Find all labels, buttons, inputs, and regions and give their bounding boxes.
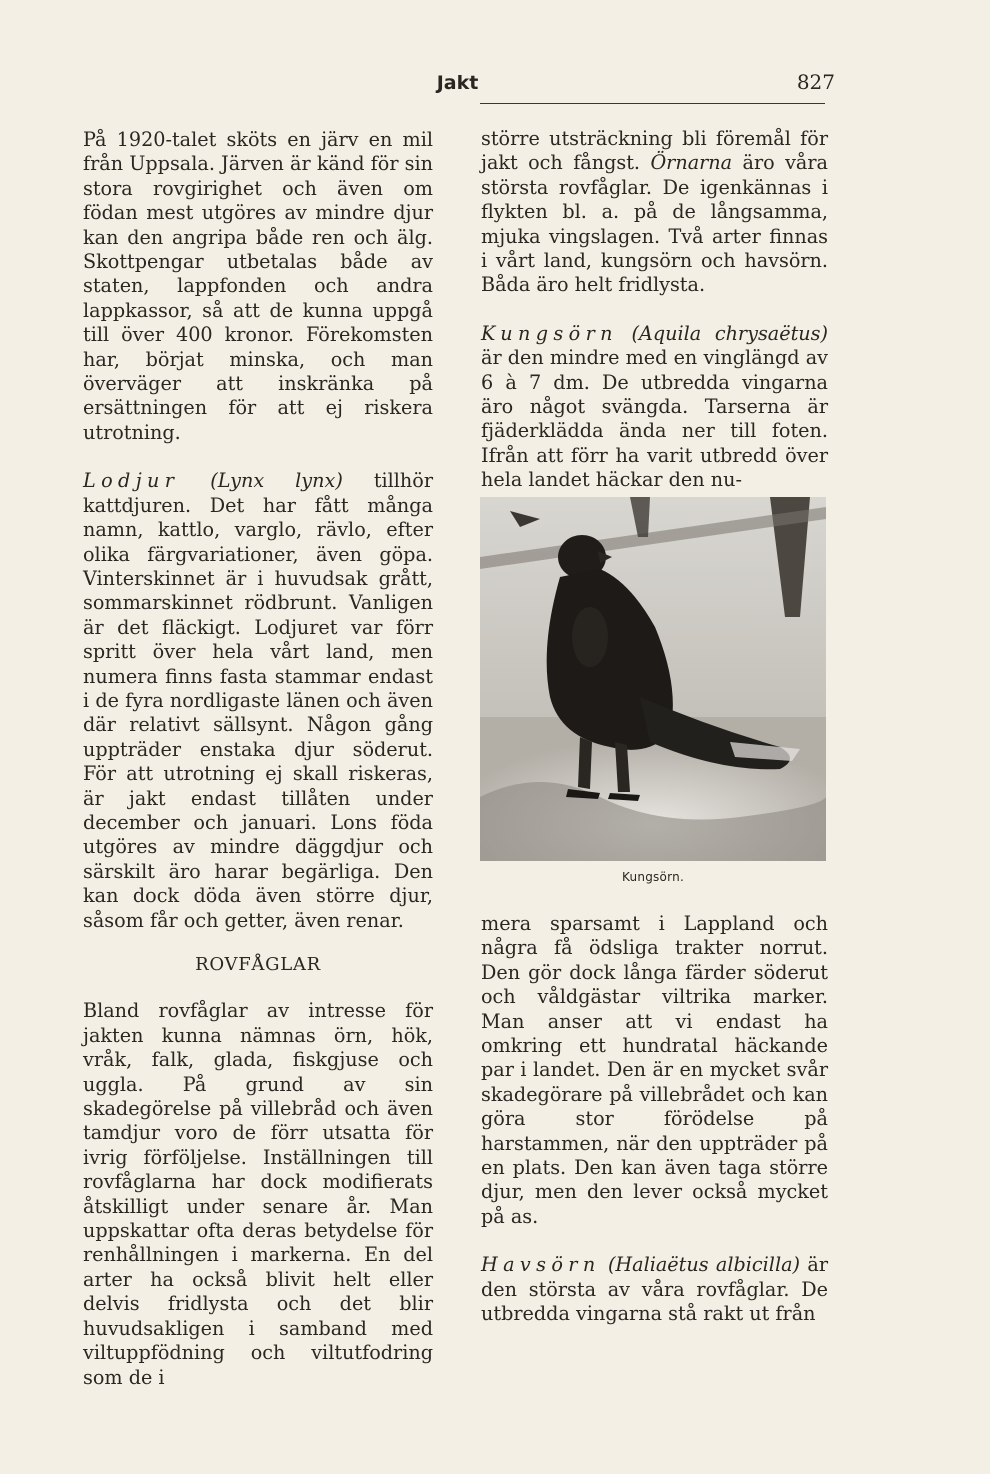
right-column-top: [481, 127, 828, 493]
term-kungsorn: Kungsörn: [481, 321, 618, 345]
right-column-bottom: [481, 912, 828, 1327]
running-head: [80, 70, 835, 106]
paragraph-kungsorn-cont: mera sparsamt i Lappland och några få ödsliga trakter norrut. Den gör dock långa färder söderut och våldgästar viltrika marker. Man anser att vi endast ha omkring ett hundratal häckande par i landet. Den är en mycket svår skadegörare på villebrådet och kan göra stor förödelse på harstammen, när den uppträder på en plats. Den kan även taga större djur, men den lever också mycket på as.: [481, 912, 828, 1228]
paragraph-rovfaglar: Bland rovfåglar av intresse för jakten kunna nämnas örn, hök, vråk, falk, glada, fiskgjuse och uggla. På grund av sin skadegörelse på villebråd och även tamdjur voro de förr utsatta för ivrig förföljelse. Inställningen till rovfåglarna har dock modifierats åtskilligt under senare år. Man uppskattar ofta deras betydelse för renhållningen i markerna. En del arter ha också blivit helt eller delvis fridlysta och det blir huvudsakligen i samband med viltuppfödning och viltutfodring som de i: [83, 999, 433, 1389]
paragraph-kungsorn: [481, 322, 828, 493]
latin-lodjur: (Lynx lynx): [210, 469, 343, 493]
header-rule: [480, 103, 825, 104]
term-havsorn: Havsörn: [481, 1253, 601, 1277]
text-ornarna-start: större utsträckning bli föremål för jakt och fångst.: [481, 127, 828, 175]
left-column: [83, 128, 433, 1390]
term-ornarna: Örnarna: [650, 151, 733, 175]
photo-caption: Kungsörn.: [622, 870, 684, 884]
paragraph-jarv: På 1920-talet sköts en järv en mil från Uppsala. Järven är känd för sin stora rovgirighet och även om födan mest utgöres av mindre djur kan den angripa både ren och älg. Skottpengar utbetalas både av staten, lappfonden och andra lappkassor, så att de kunna uppgå till över 400 kronor. Förekomsten har, börjat minska, och man överväger att inskränka på ersättningen för att ej riskera utrotning.: [83, 128, 433, 444]
golden-eagle-illustration: [480, 497, 826, 861]
paragraph-ornarna: [481, 127, 828, 298]
text-lodjur: tillhör kattdjuren. Det har fått många namn, kattlo, varglo, rävlo, efter olika färgvariationer, även göpa. Vinterskinnet är i huvudsak grått, sommarskinnet rödbrunt. Vanligen är det fläckigt. Lodjuret var förr spritt över hela vårt land, men numera finns fasta stammar endast i de fyra nordligaste länen och även där relativt sällsynt. Någon gång uppträder enstaka djur söderut. För att utrotning ej skall riskeras, är jakt endast tillåten under december och januari. Lons föda utgöres av mindre däggdjur och särskilt äro harar begärliga. Den kan dock döda även större djur, såsom får och getter, även renar.: [83, 469, 434, 932]
text-havsorn: är den största av våra rovfåglar. De utbredda vingarna stå rakt ut från: [481, 1253, 828, 1326]
paragraph-havsorn: [481, 1253, 828, 1326]
term-lodjur: Lodjur: [83, 469, 180, 493]
latin-havsorn: (Haliaëtus albicilla): [607, 1253, 801, 1277]
paragraph-lodjur: [83, 469, 433, 933]
text-ornarna: äro våra största rovfåglar. De igenkännas i flykten bl. a. på de långsamma, mjuka vingslagen. Två arter finnas i vårt land, kungsörn och havsörn. Båda äro helt fridlysta.: [481, 151, 828, 297]
latin-kungsorn: (Aquila chrysaëtus): [631, 321, 828, 345]
page-number: 827: [796, 70, 835, 94]
text-kungsorn: är den mindre med en vinglängd av 6 à 7 dm. De utbredda vingarna äro något svängda. Tarserna är fjäderklädda ända ner till foten. Ifrån att förr ha varit utbredd över hela landet häckar den nu-: [481, 346, 828, 492]
running-title: Jakt: [436, 72, 479, 94]
eagle-photo: [480, 497, 826, 861]
section-heading: ROVFÅGLAR: [195, 954, 321, 975]
